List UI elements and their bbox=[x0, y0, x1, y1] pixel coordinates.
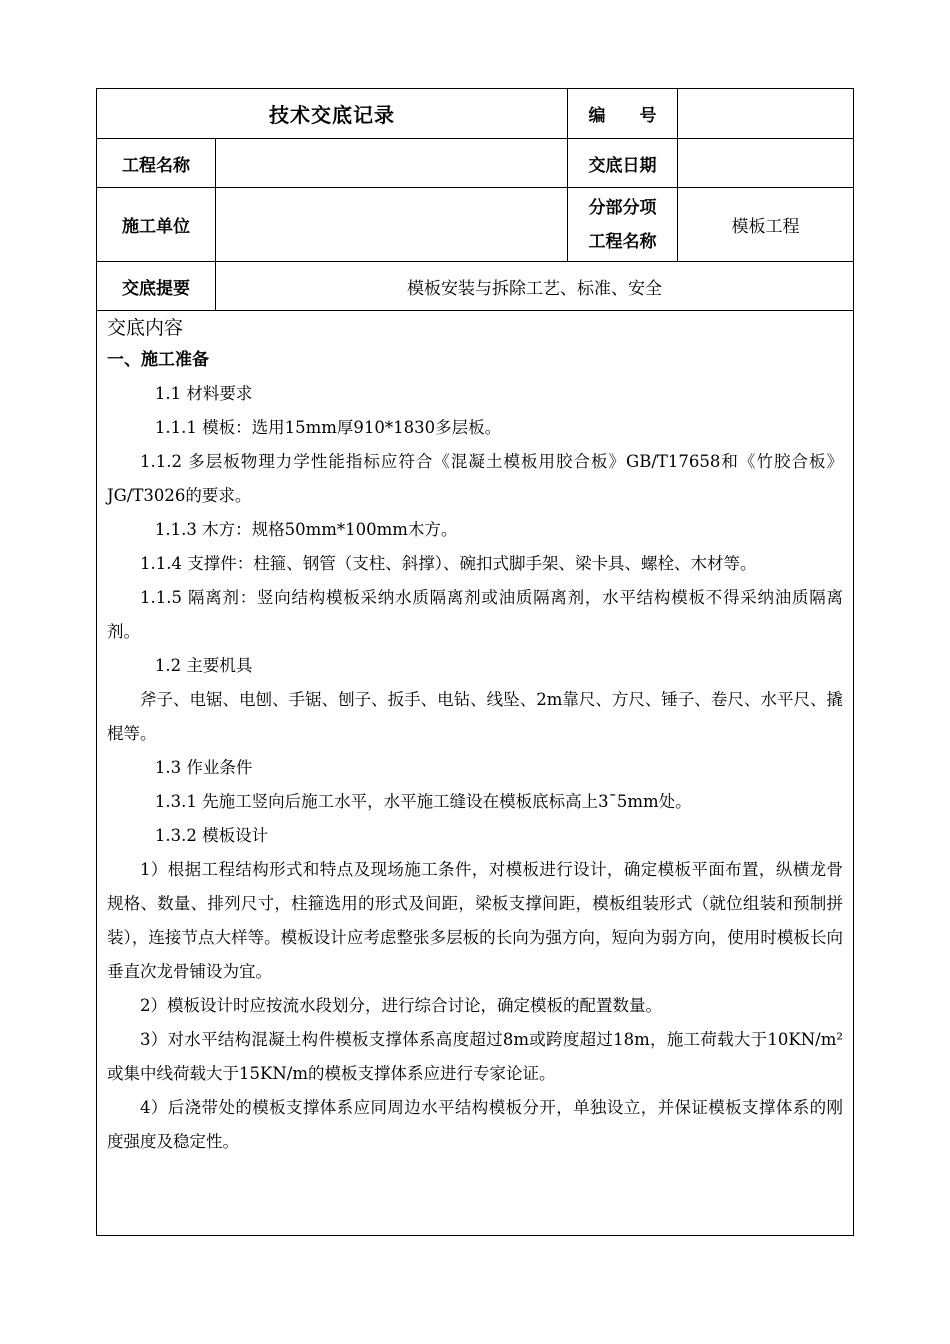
paragraph: 1.3.2 模板设计 bbox=[154, 826, 269, 845]
paragraph: 4）后浇带处的模板支撑体系应同周边水平结构模板分开，单独设立，并保证模板支撑体系的刚度强度及稳定性。 bbox=[107, 1098, 843, 1151]
paragraph: 1.3.1 先施工竖向后施工水平，水平施工缝设在模板底标高上3¯5mm处。 bbox=[154, 792, 692, 811]
paragraph: 2）模板设计时应按流水段划分，进行综合讨论，确定模板的配置数量。 bbox=[140, 996, 662, 1015]
sub-project-value: 模板工程 bbox=[731, 217, 800, 237]
date-field[interactable] bbox=[678, 139, 853, 187]
paragraph: 斧子、电锯、电刨、手锯、刨子、扳手、电钻、线坠、2m靠尺、方尺、锤子、卷尺、水平尺、撬棍等。 bbox=[107, 690, 843, 743]
section-heading: 一、施工准备 bbox=[107, 350, 209, 370]
paragraph: 1.1.3 木方：规格50mm*100mm木方。 bbox=[154, 520, 458, 539]
number-label: 编 号 bbox=[568, 89, 678, 138]
date-label: 交底日期 bbox=[568, 139, 678, 187]
summary-label: 交底提要 bbox=[97, 262, 216, 310]
sub-project-label: 分部分项 工程名称 bbox=[568, 188, 678, 261]
project-row bbox=[97, 139, 853, 188]
technical-briefing-form bbox=[96, 88, 854, 1236]
paragraph: 1.1.1 模板：选用15mm厚910*1830多层板。 bbox=[154, 418, 502, 437]
paragraph: 3）对水平结构混凝土构件模板支撑体系高度超过8m或跨度超过18m，施工荷载大于10KN/m²或集中线荷载大于15KN/m的模板支撑体系应进行专家论证。 bbox=[107, 1030, 843, 1083]
unit-row bbox=[97, 188, 853, 262]
paragraph: 1.1.4 支撑件：柱箍、钢管（支柱、斜撑）、碗扣式脚手架、梁卡具、螺栓、木材等。 bbox=[140, 554, 757, 573]
summary-row bbox=[97, 262, 853, 311]
unit-field[interactable] bbox=[216, 188, 568, 261]
form-title: 技术交底记录 bbox=[97, 89, 568, 138]
subsection-heading: 1.2 主要机具 bbox=[154, 656, 253, 675]
subsection-heading: 1.1 材料要求 bbox=[154, 384, 253, 403]
number-field[interactable] bbox=[678, 89, 853, 138]
paragraph: 1.1.5 隔离剂：竖向结构模板采纳水质隔离剂或油质隔离剂，水平结构模板不得采纳油质隔离剂。 bbox=[107, 588, 843, 641]
briefing-content bbox=[97, 311, 853, 1235]
header-row bbox=[97, 89, 853, 139]
paragraph: 1）根据工程结构形式和特点及现场施工条件，对模板进行设计，确定模板平面布置，纵横龙骨规格、数量、排列尺寸，柱箍选用的形式及间距，梁板支撑间距，模板组装形式（就位组装和预制拼装），连接节点大样等。模板设计应考虑整张多层板的长向为强方向，短向为弱方向，使用时模板长向垂直次龙骨铺设为宜。 bbox=[107, 860, 843, 981]
subsection-heading: 1.3 作业条件 bbox=[154, 758, 253, 777]
summary-value: 模板安装与拆除工艺、标准、安全 bbox=[407, 278, 662, 299]
project-name-field[interactable] bbox=[216, 139, 568, 187]
unit-label: 施工单位 bbox=[97, 188, 216, 261]
paragraph: 1.1.2 多层板物理力学性能指标应符合《混凝土模板用胶合板》GB/T17658和《竹胶合板》JG/T3026的要求。 bbox=[107, 452, 843, 505]
project-name-label: 工程名称 bbox=[97, 139, 216, 187]
content-title: 交底内容 bbox=[107, 317, 184, 339]
